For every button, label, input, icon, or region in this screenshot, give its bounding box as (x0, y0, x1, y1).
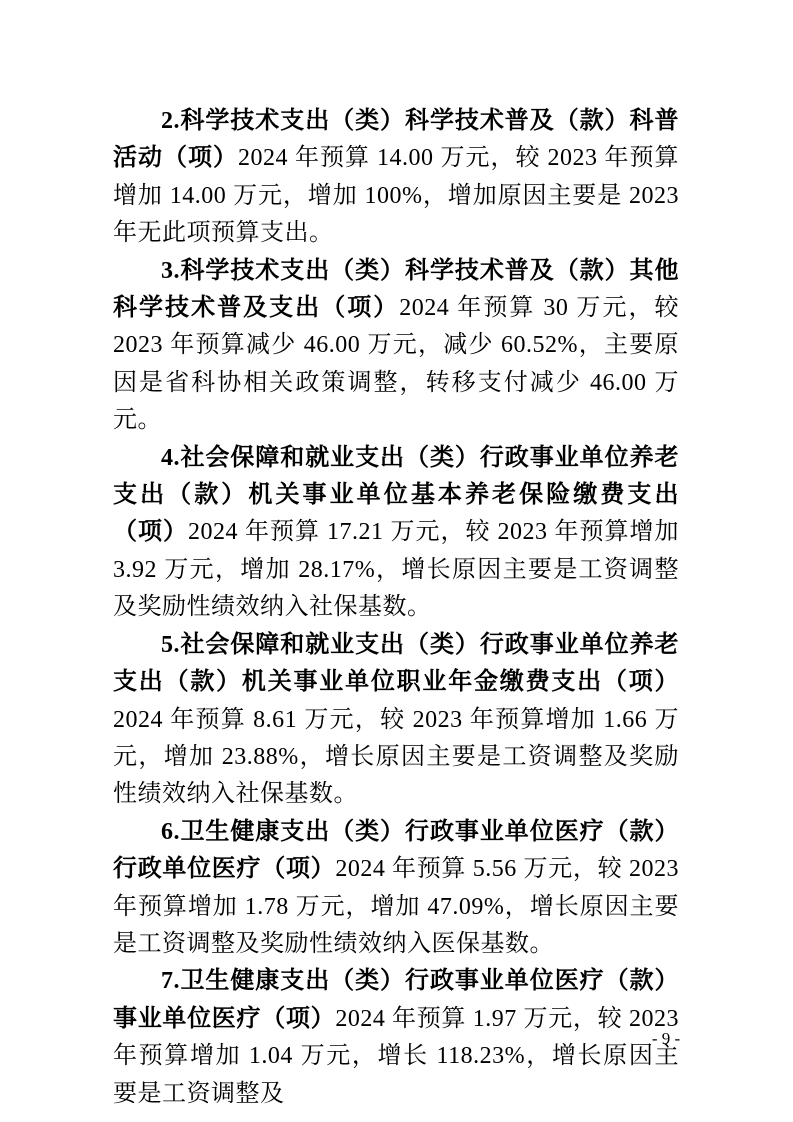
paragraph-heading: 6.卫生健康支出（类）行政事业单位医疗（款）行政单位医疗（项） (113, 818, 679, 883)
paragraph-heading: 5.社会保障和就业支出（类）行政事业单位养老支出（款）机关事业单位职业年金缴费支出（项） (113, 631, 679, 696)
budget-paragraph (113, 627, 679, 814)
budget-paragraph (113, 103, 679, 253)
paragraph-body: 2024 年预算 8.61 万元，较 2023 年预算增加 1.66 万元，增加 23.88%，增长原因主要是工资调整及奖励性绩效纳入社保基数。 (113, 706, 679, 808)
budget-paragraph (113, 814, 679, 964)
budget-paragraph (113, 440, 679, 627)
budget-paragraph (113, 253, 679, 440)
paragraph-body: 2024 年预算 17.21 万元，较 2023 年预算增加 3.92 万元，增加 28.17%，增长原因主要是工资调整及奖励性绩效纳入社保基数。 (113, 519, 679, 621)
paragraph-heading: 2.科学技术支出（类）科学技术普及（款）科普活动（项） (113, 108, 679, 172)
paragraph-body: 2024 年预算 14.00 万元，较 2023 年预算增加 14.00 万元，增加 100%，增加原因主要是 2023 年无此项预算支出。 (113, 145, 679, 247)
budget-paragraph (113, 963, 679, 1113)
paragraph-body: 2024 年预算 30 万元，较 2023 年预算减少 46.00 万元，减少 60.52%，主要原因是省科协相关政策调整，转移支付减少 46.00 万元。 (113, 295, 680, 434)
paragraph-heading: 3.科学技术支出（类）科学技术普及（款）其他科学技术普及支出（项） (113, 257, 679, 322)
document-body (113, 103, 679, 1113)
page-number: - 9 - (651, 1029, 681, 1048)
paragraph-body: 2024 年预算 5.56 万元，较 2023 年预算增加 1.78 万元，增加 47.09%，增长原因主要是工资调整及奖励性绩效纳入医保基数。 (113, 856, 680, 957)
paragraph-heading: 4.社会保障和就业支出（类）行政事业单位养老支出（款）机关事业单位基本养老保险缴费支出（项） (113, 444, 679, 546)
paragraph-body: 2024 年预算 1.97 万元，较 2023 年预算增加 1.04 万元，增长 118.23%，增长原因主要是工资调整及 (113, 1005, 680, 1107)
paragraph-heading: 7.卫生健康支出（类）行政事业单位医疗（款）事业单位医疗（项） (113, 968, 679, 1032)
